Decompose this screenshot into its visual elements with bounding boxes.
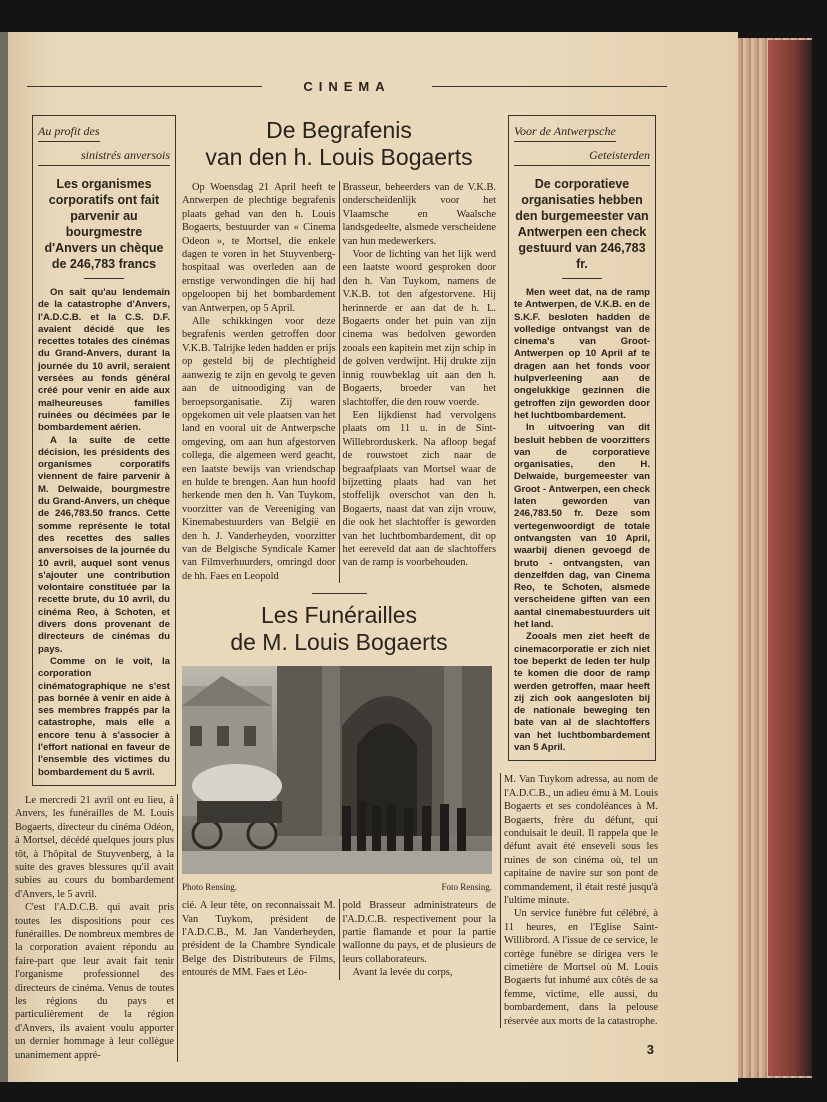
- title-line: van den h. Louis Bogaerts: [205, 144, 473, 170]
- page: [8, 32, 738, 1082]
- paragraph: Le mercredi 21 avril ont eu lieu, à Anvers, les funérailles de M. Louis Bogaerts, directeur du cinéma Odéon, à Mortsel, décédé quelques jours plus tôt, à l'hôpital de Stuyvenberg, à la suite des graves blessures qu'il avait subies au cours du bombardement d'Anvers, le 5 avril.: [15, 794, 174, 900]
- paragraph: Un service funèbre fut célébré, à 11 heures, en l'Eglise Saint-Willibrord. A l'issue de ce service, le cortège funèbre se dirigea vers le cimetière de Mortsel où M. Louis Bogaerts fut inhumé aux côtés de sa femme, victime, elle aussi, du bombardement, dans la pelouse réservée aux morts de la catastrophe.: [504, 908, 658, 1027]
- paragraph: Brasseur, beheerders van de V.K.B. onderscheidenlijk voor het Vlaamsche en Waalsche landsgedeelte, alsmede verscheidene van hun medewerkers.: [342, 182, 496, 247]
- photo-credit: Foto Rensing.: [441, 882, 492, 893]
- title-line: Les Funérailles: [261, 602, 417, 629]
- headline: Les organismes corporatifs ont fait parvenir au bourgmestre d'Anvers un chèque de 246,783 francs: [44, 177, 164, 271]
- divider: [312, 593, 367, 594]
- divider: [562, 278, 602, 279]
- paragraph: Op Woensdag 21 April heeft te Antwerpen de plechtige begrafenis plaats gehad van den h. Louis Bogaerts, bestuurder van « Cinema Odeon », te Mortsel, die enkele dagen te voren in het Stuyvenberg-hospitaal was overleden aan de ernstige verwondingen die hij had opgeloopen bij het bombardement van Antwerpen, op 5 April.: [182, 182, 336, 314]
- right-column: [500, 115, 658, 1057]
- funeral-photo: [182, 666, 492, 874]
- paragraph: cié. A leur tête, on reconnaissait M. Van Tuykom, président de l'A.D.C.B., M. Jan Vanderheyden, président de la Chambre Syndicale Belge des Distributeurs de Films, entourés de MM. Faes et Léo-: [182, 900, 336, 979]
- french-column-right: [500, 773, 658, 1028]
- paragraph: Alle schikkingen voor deze begrafenis werden getroffen door V.K.B. Talrijke leden hadden er prijs op gesteld bij de plechtigheid aanwezig te zijn en gevolg te geven aan de uitnoodiging van de beroepsorganisatie. Zij waren opgekomen uit vele plaatsen van het land en vooral uit de Antwerpsche omgeving, om aan hun afgestorven collega, die algemeen werd geacht, een laatste bewijs van vriendschap en hulde te brengen. Aan hun hoofd herkende men den h. Van Tuykom, voorzitter van de Vereeniging van Kinemabestuurders van België en den h. J. Vanderheyden, voorzitter van de Belgische Syndicale Kamer van Filmverhuurders, omringd door de hh. Faes en Leopold: [182, 316, 336, 582]
- paragraph: Men weet dat, na de ramp te Antwerpen, de V.K.B. en de S.K.F. besloten hadden de volledige ontvangst van de cinema's van Groot-Antwerpen op 10 April af te dragen aan het fonds voor hulpverleening aan de ongelukkige gezinnen die getroffen zijn geworden door het luchtbombardement.: [514, 287, 650, 421]
- paragraph: pold Brasseur administrateurs de l'A.D.C.B. respectivement pour la partie flamande et pour la partie wallonne du pays, et de plusieurs de leurs collaborateurs.: [342, 900, 496, 965]
- header-rule: [27, 86, 262, 87]
- paragraph: M. Van Tuykom adressa, au nom de l'A.D.C.B., un adieu ému à M. Louis Bogaerts et ses condoléances à M. Bogaerts, frère du défunt, qui conduisait le deuil. Il rappela que le défunt avait été enseveli sous les ruines de son cinéma où, tel un capitaine de navire sur son pont de commandement, il était resté jusqu'à l'ultime minute.: [504, 774, 658, 906]
- right-sidebar-article: [508, 115, 656, 761]
- kicker: Geteisterden: [514, 148, 650, 166]
- headline: De corporatieve organisaties hebben den burgemeester van Antwerpen een check gestuurd van 246,783 fr.: [515, 177, 649, 271]
- paragraph: On sait qu'au lendemain de la catastrophe d'Anvers, l'A.D.C.B. et la C.S. D.F. avaient décidé que les recettes totales des cinémas du Grand-Anvers, durant la journée du 10 avril, seraient versées au fonds général créé pour venir en aide aux malheureuses familles ruinées ou décimées par le bombardement aérien.: [38, 287, 170, 434]
- paragraph: Comme on le voit, la corporation cinématographique ne s'est pas bornée à venir en aide à ses membres frappés par la catastrophe, mais elle a encore tenu à s'associer à l'effort national en faveur de l'ensemble des victimes du bombardement du 5 avril.: [38, 655, 170, 778]
- book-cover-edge: [768, 40, 812, 1076]
- dutch-article-body: [182, 181, 496, 583]
- kicker: Voor de Antwerpsche: [514, 124, 616, 142]
- photo-captions: [182, 882, 492, 893]
- paragraph: C'est l'A.D.C.B. qui avait pris toutes les dispositions pour ces funérailles. De nombreux membres de la corporation avaient répondu au faire-part que leur avait fait tenir l'organisme professionnel des directeurs de cinéma. Venus de toutes les régions du pays et particulièrement de la région d'Anvers, ils avaient voulu apporter un dernier hommage à leur collègue unanimement appré-: [15, 902, 174, 1061]
- left-sidebar-article: [32, 115, 176, 786]
- paragraph: Een lijkdienst had vervolgens plaats om 11 u. in de Sint-Willebrorduskerk. Na afloop begaf de rouwstoet zich naar de begraafplaats van Mortsel waar de bijzetting plaats had van het stoffelijk overschot van den h. Bogaerts, naast dat van zijn vrouw, die ook het slachtoffer is geworden van het luchtbombardement, dit op het eereveld dat aan de slachtoffers van de ramp is voorbehouden.: [342, 409, 496, 569]
- french-article-middle: [182, 899, 496, 979]
- church-funeral-scene: [182, 666, 492, 874]
- left-column: [15, 115, 178, 1062]
- paragraph: Voor de lichting van het lijk werd een laatste woord gesproken door den h. Van Tuykom, namens de V.K.B. tot den afgestorvene. Hij herinnerde er aan dat de h. L. Bogaerts onder het puin van zijn cinema was bedolven geworden zooals een kapitein met zijn schip in de golven verdwijnt. Hij drukte zijn innig rouwbeklag uit aan den h. Bogaerts, broeder van het slachtoffer, die den rouw voerde.: [342, 249, 496, 408]
- divider: [84, 278, 124, 279]
- page-number: 3: [646, 1042, 654, 1057]
- kicker: sinistrés anversois: [38, 148, 170, 166]
- photo-credit: Photo Rensing.: [182, 882, 238, 893]
- paragraph: A la suite de cette décision, les présidents des organismes corporatifs viennent de faire parvenir à M. Delwaide, bourgmestre du Grand-Anvers, un chèque de 246,783.50 francs. Cette somme représente le total des recettes des salles anversoises de la journée du 10 avril, auquel sont venus s'ajouter une contribution volontaire constituée par la recette brute, du 10 avril, du cinéma Reo, à Schoten, et divers dons provenant de directeurs de cinémas du pays.: [38, 434, 170, 655]
- section-title: CINEMA: [303, 79, 391, 94]
- french-column-left: [15, 794, 178, 1062]
- paragraph: In uitvoering van dit besluit hebben de voorzitters van de corporatieve organisaties, den H. Delwaide, burgemeester van Groot - Antwerpen, een check laten geworden van 246,783.50 fr. Deze som vertegenwoordigt de totale ontvangsten van 10 April, waarbij dienen gevoegd de bruto - ontvangsten, van denzelfden dag, van Cinema Reo, te Schoten, alsmede verscheidene giften van een aantal cinemabestuurders uit het land.: [514, 422, 650, 631]
- title-line: De Begrafenis: [266, 117, 412, 143]
- paragraph: Zooals men ziet heeft de cinemacorporatie er zich niet toe beperkt de leden ter hulp te komen die door de ramp werden getroffen, maar heeft zij zich ook aangesloten bij de nationale beweging ten bate van al de slachtoffers van het luchtbombardement van 5 April.: [514, 631, 650, 753]
- header-rule: [432, 86, 667, 87]
- paragraph: Avant la levée du corps,: [352, 967, 453, 979]
- page-columns: [15, 115, 738, 1062]
- kicker: Au profit des: [38, 124, 100, 142]
- dutch-article-title: [182, 117, 496, 171]
- title-line: de M. Louis Bogaerts: [230, 629, 448, 656]
- section-header: [27, 78, 667, 94]
- french-article-title: [182, 602, 496, 656]
- center-column: [182, 115, 496, 980]
